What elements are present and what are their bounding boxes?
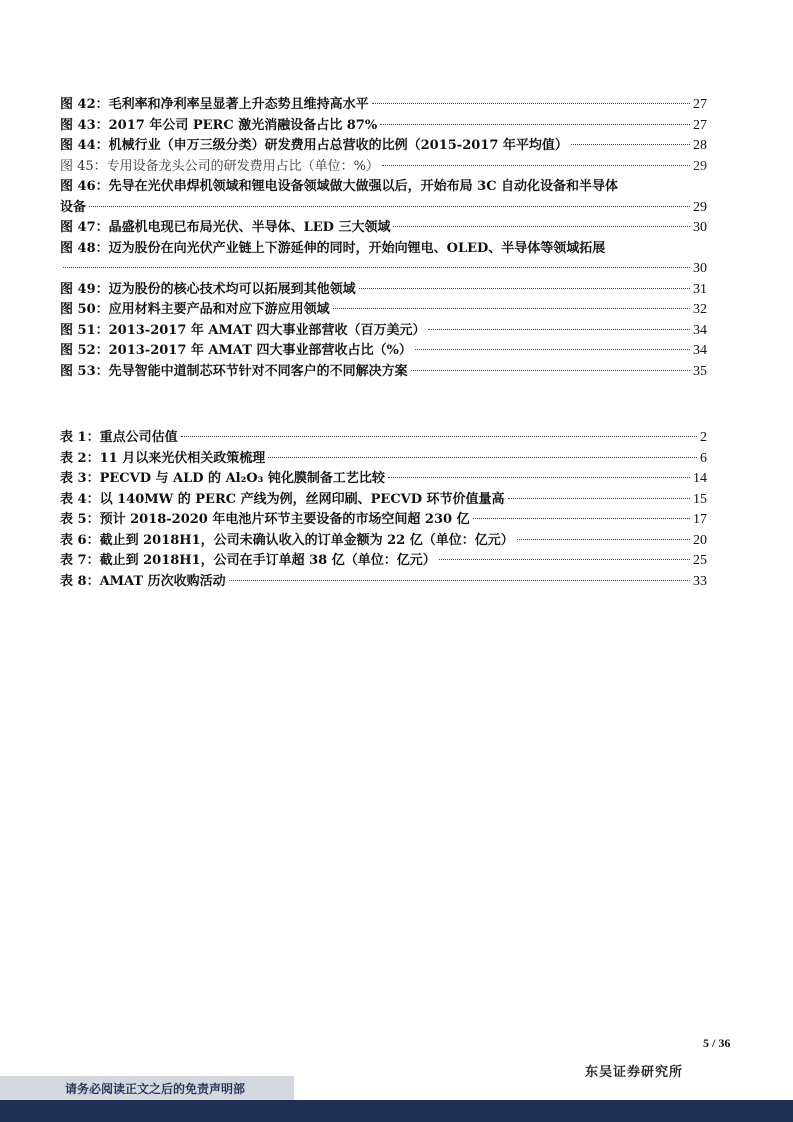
entry-page: 32 <box>693 302 707 317</box>
entry-label: 图 49：迈为股份的核心技术均可以拓展到其他领域 <box>60 281 356 297</box>
toc-entry-table5[interactable] <box>60 510 707 531</box>
entry-page: 25 <box>693 553 707 568</box>
toc-entry-table1[interactable] <box>60 428 707 449</box>
entry-label: 表 2：11 月以来光伏相关政策梳理 <box>60 450 266 466</box>
toc-entry-fig48[interactable] <box>60 239 707 280</box>
toc-entry-fig50[interactable] <box>60 300 707 321</box>
entry-label: 表 5：预计 2018-2020 年电池片环节主要设备的市场空间超 230 亿 <box>60 512 470 527</box>
dot-leader <box>333 308 690 309</box>
dot-leader <box>571 144 690 145</box>
entry-page: 29 <box>693 199 707 215</box>
entry-page: 31 <box>693 281 707 297</box>
entry-page: 27 <box>693 117 707 133</box>
entry-label: 图 47：晶盛机电现已布局光伏、半导体、LED 三大领域 <box>60 220 391 235</box>
dot-leader <box>439 559 690 560</box>
entry-page: 14 <box>693 471 707 486</box>
dot-leader <box>508 498 690 499</box>
dot-leader <box>382 165 690 166</box>
footer-bar <box>0 1100 793 1122</box>
entry-label: 表 4：以 140MW 的 PERC 产线为例，丝网印刷、PECVD 环节价值量高 <box>60 491 505 507</box>
entry-page: 27 <box>693 97 707 112</box>
toc-entry-fig45[interactable] <box>60 157 707 178</box>
entry-label: 图 52：2013-2017 年 AMAT 四大事业部营收占比（%） <box>60 343 412 358</box>
toc-entry-fig44[interactable] <box>60 136 707 157</box>
toc-entry-table4[interactable] <box>60 490 707 511</box>
dot-leader <box>415 349 690 350</box>
dot-leader <box>181 436 697 437</box>
entry-page: 34 <box>693 322 707 338</box>
entry-label: 图 51：2013-2017 年 AMAT 四大事业部营收（百万美元） <box>60 322 426 338</box>
dot-leader <box>411 370 690 371</box>
entry-label: 图 53：先导智能中道制芯环节针对不同客户的不同解决方案 <box>60 363 408 379</box>
toc-entry-fig52[interactable] <box>60 341 707 362</box>
dot-leader <box>393 226 690 227</box>
toc-entry-fig53[interactable] <box>60 362 707 383</box>
dot-leader <box>359 288 690 289</box>
toc-entry-fig46[interactable] <box>60 177 707 218</box>
entry-page: 6 <box>700 450 707 466</box>
dot-leader <box>380 124 690 125</box>
dot-leader <box>372 103 690 104</box>
dot-leader <box>268 457 697 458</box>
entry-page: 30 <box>693 261 707 276</box>
page-number: 5 / 36 <box>703 1036 731 1050</box>
toc-entry-table8[interactable] <box>60 572 707 593</box>
figure-list <box>60 95 707 382</box>
entry-label: 图 45：专用设备龙头公司的研发费用占比（单位：%） <box>60 158 380 174</box>
toc-entry-fig43[interactable] <box>60 116 707 137</box>
entry-page: 20 <box>693 532 707 548</box>
entry-label: 图 44：机械行业（申万三级分类）研发费用占总营收的比例（2015-2017 年平均值） <box>60 138 568 153</box>
entry-label: 表 7：截止到 2018H1，公司在手订单超 38 亿（单位：亿元） <box>60 553 436 568</box>
entry-page: 2 <box>700 430 707 445</box>
entry-label: 表 3：PECVD 与 ALD 的 Al₂O₃ 钝化膜制备工艺比较 <box>60 471 385 486</box>
toc-entry-fig47[interactable] <box>60 218 707 239</box>
dot-leader <box>63 267 690 268</box>
dot-leader <box>229 580 690 581</box>
entry-label-line1: 图 46：先导在光伏串焊机领域和锂电设备领域做大做强以后，开始布局 3C 自动化设备和半导体 <box>60 179 619 194</box>
dot-leader <box>428 329 690 330</box>
entry-page: 15 <box>693 491 707 507</box>
entry-page: 28 <box>693 138 707 153</box>
entry-label: 表 8：AMAT 历次收购活动 <box>60 573 226 589</box>
toc-entry-fig49[interactable] <box>60 280 707 301</box>
disclaimer-text: 请务必阅读正文之后的免责声明部 <box>65 1082 246 1096</box>
entry-label: 表 6：截止到 2018H1，公司未确认收入的订单金额为 22 亿（单位：亿元） <box>60 532 514 548</box>
toc-entry-table7[interactable] <box>60 551 707 572</box>
toc-entry-table2[interactable] <box>60 449 707 470</box>
entry-label-line2: 设备 <box>60 199 87 215</box>
entry-page: 30 <box>693 220 707 235</box>
entry-page: 29 <box>693 158 707 174</box>
entry-page: 34 <box>693 343 707 358</box>
entry-label: 图 43：2017 年公司 PERC 激光消融设备占比 87% <box>60 117 378 133</box>
toc-entry-fig42[interactable] <box>60 95 707 116</box>
toc-entry-fig51[interactable] <box>60 321 707 342</box>
entry-page: 17 <box>693 512 707 527</box>
dot-leader <box>89 206 690 207</box>
firm-name: 东吴证券研究所 <box>585 1065 684 1080</box>
dot-leader <box>517 539 690 540</box>
dot-leader <box>473 518 690 519</box>
dot-leader <box>388 477 690 478</box>
toc-entry-table6[interactable] <box>60 531 707 552</box>
toc-entry-table3[interactable] <box>60 469 707 490</box>
entry-page: 33 <box>693 573 707 589</box>
table-list <box>60 428 707 592</box>
entry-label-line1: 图 48：迈为股份在向光伏产业链上下游延伸的同时，开始向锂电、OLED、半导体等领域拓展 <box>60 240 606 256</box>
entry-label: 表 1：重点公司估值 <box>60 430 178 445</box>
entry-label: 图 50：应用材料主要产品和对应下游应用领域 <box>60 302 330 317</box>
entry-label: 图 42：毛利率和净利率呈显著上升态势且维持高水平 <box>60 97 369 112</box>
entry-page: 35 <box>693 363 707 379</box>
